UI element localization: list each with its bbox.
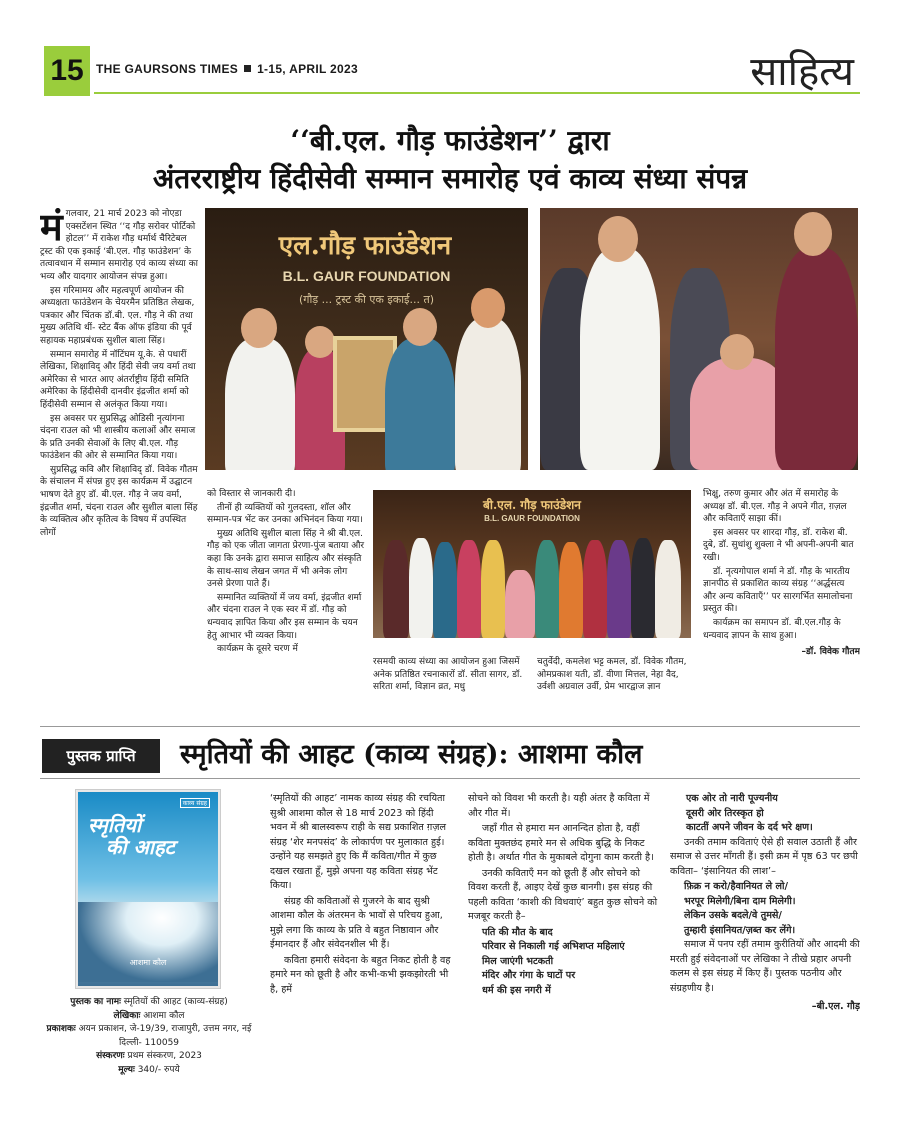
headline-line-1: ‘‘बी.एल. गौड़ फाउंडेशन’’ द्वारा: [290, 124, 610, 157]
review-paragraph: उनकी तमाम कविताएं ऐसे ही सवाल उठाती हैं और समाज से उत्तर माँगती हैं। इसी क्रम में पृष्ठ 63 पर छपी कविता– ‘इंसानियत की लाश’–: [670, 836, 858, 877]
person-figure: [607, 540, 631, 638]
article-paragraph: को विस्तार से जानकारी दी।: [207, 489, 296, 499]
photo-banner-text: एल.गौड़ फाउंडेशन: [278, 231, 452, 261]
article-paragraph: रसमयी काव्य संध्या का आयोजन हुआ जिसमें अनेक प्रतिष्ठित रचनाकारों डॉ. सीता सागर, डॉ. सरिता शर्मा, विज्ञान व्रत, मधु: [373, 657, 523, 693]
person-head: [305, 326, 335, 358]
article-paragraph: सुप्रसिद्ध कवि और शिक्षाविद् डॉ. विवेक गौतम के संचालन में संपन्न हुए इस कार्यक्रम में उद्घाटन भाषण देते हुए डॉ. बी.एल. गौड़ ने जय वर्मा, इंद्रजीत शर्मा, चंदना राउल और सुशील बाला सिंह के व्यक्तित्व और कृतित्व के विषय में उपस्थित लोगों: [40, 464, 198, 538]
page-header: [40, 40, 860, 100]
review-paragraph: संग्रह की कविताओं से गुजरने के बाद सुश्री आशमा कौल के अंतरमन के भावों से परिचय हुआ, मुझे लगा कि काव्य के प्रति वे बहुत निष्ठावान और ईमानदार हैं और संवेदनशील भी हैं।: [270, 895, 443, 950]
review-paragraph: समाज में पनप रहीं तमाम कुरीतियों और आदमी की मरती हुई संवेदनाओं पर लेखिका ने तीखे प्रहार अपनी कलम से इस संग्रह में किए हैं। पुस्तक पठनीय और संग्रहणीय है।: [670, 939, 860, 994]
person-figure: [383, 540, 409, 638]
drop-cap: मं: [40, 208, 63, 249]
person-figure: [481, 540, 505, 638]
masthead: [96, 62, 358, 76]
review-byline: –बी.एल. गौड़: [811, 1001, 860, 1012]
article-column-4: [537, 656, 691, 716]
article-paragraph: चतुर्वेदी, कमलेश भट्ट कमल, डॉ. विवेक गौतम, ओमप्रकाश यती, डॉ. वीणा मित्तल, नेहा वैद, उर्वशी अग्रवाल उर्वी, प्रेम भारद्वाज ज्ञान: [537, 657, 687, 693]
person-figure: [535, 540, 559, 638]
person-figure: [580, 248, 660, 470]
article-column-2: [207, 488, 365, 704]
page-number: 15: [50, 54, 84, 87]
person-figure: [225, 338, 295, 470]
book-review-title: स्मृतियों की आहट (काव्य संग्रह): आशमा कौल: [180, 739, 643, 770]
article-headline: [40, 122, 860, 198]
person-figure: [631, 538, 655, 638]
award-ceremony-photo: [205, 208, 528, 470]
book-column-1: [270, 792, 452, 1092]
book-publisher-line: प्रकाशकः अयन प्रकाशन, जे-19/39, राजापुरी, उत्तम नगर, नई दिल्ली- 110059: [46, 1024, 252, 1048]
person-head: [241, 308, 277, 348]
newspaper-name: THE GAURSONS TIMES: [96, 62, 239, 76]
person-figure: [385, 338, 455, 470]
group-photo: [373, 490, 691, 638]
poem-excerpt: फ़िक्र न करो/हैवानियत ले लो/ भरपूर मिलेगी/बिना दाम मिलेगी। लेकिन उसके बदले/वे तुमसे/ तुम्हारी इंसानियत/ज़ब्त कर लेंगे।: [684, 881, 796, 936]
book-name-line: पुस्तक का नामः स्मृतियों की आहट (काव्य-संग्रह): [70, 997, 228, 1007]
person-head: [471, 288, 505, 328]
guests-photo: [540, 208, 858, 470]
photo-banner-english: B.L. GAUR FOUNDATION: [282, 268, 451, 284]
article-column-1: [40, 208, 198, 726]
book-price-line: मूल्यः 340/- रुपये: [118, 1064, 180, 1075]
review-paragraph: जहाँ गीत से हमारा मन आनन्दित होता है, वहीं कविता मुक्तछंद हमारे मन से अधिक बुद्धि के निकट होती है। अर्थात गीत के मुकाबले दोगुना काम करती है।: [468, 823, 654, 863]
section-title: साहित्य: [750, 49, 854, 95]
article-paragraph: कार्यक्रम के दूसरे चरण में: [217, 644, 298, 655]
wave-image: [78, 902, 218, 982]
book-column-2: [468, 792, 662, 1092]
book-column-3: [670, 792, 860, 1092]
article-column-5: [703, 488, 860, 720]
article-paragraph: इस गरिमामय और महत्वपूर्ण आयोजन की अध्यक्षता फाउंडेशन के चेयरमैन प्रतिष्ठित लेखक, पत्रकार और चिंतक डॉ.बी. एल. गौड़ ने की तथा मुख्य अतिथि थीं- स्टेट बैंक ऑफ इंडिया की पूर्व सहायक महाप्रबंधक सुशील बाला सिंह।: [40, 285, 195, 346]
person-figure: [583, 540, 607, 638]
article-paragraph: सम्मानित व्यक्तियों में जय वर्मा, इंद्रजीत शर्मा और चंदना राउल ने एक स्वर में डॉ. गौड़ को धन्यवाद ज्ञापित किया और इस सम्मान के चयन हेतु आभार भी व्यक्त किया।: [207, 592, 362, 641]
section-divider: [40, 726, 860, 727]
book-details: [44, 996, 254, 1077]
poem-excerpt: एक ओर तो नारी पूज्यनीय दूसरी ओर तिरस्कृत हो काटतीं अपने जीवन के दर्द भरे क्षण।: [686, 793, 813, 833]
person-head: [720, 334, 754, 370]
person-figure: [433, 542, 457, 638]
review-paragraph: ‘स्मृतियों की आहट’ नामक काव्य संग्रह की रचयिता सुश्री आशमा कौल से 18 मार्च 2023 को हिंदी भवन में श्री बालस्वरूप राही के सद्य प्रकाशित ग़ज़ल संग्रह ‘शेर मनपसंद’ के लोकार्पण पर मुलाकात हुई। उन्होंने यह समझते हुए कि मैं कविता/गीत में कुछ दखल रखता हूँ, मुझे अपना यह कविता संग्रह भेंट किया।: [270, 793, 446, 891]
review-paragraph: सोचने को विवश भी करती है। यही अंतर है कविता में और गीत में।: [468, 793, 650, 819]
person-figure: [775, 248, 858, 470]
book-cover: [76, 790, 220, 988]
article-column-3: [373, 656, 525, 716]
review-paragraph: कविता हमारी संवेदना के बहुत निकट होती है वह हमारे मन को छूती है और कभी-कभी झकझोरती भी है, हमें: [270, 954, 451, 995]
page-number-box: [44, 46, 90, 96]
article-paragraph: तीनों ही व्यक्तियों को गुलदस्ता, शॉल और सम्मान-पत्र भेंट कर उनका अभिनंदन किया गया।: [207, 502, 363, 526]
article-paragraph: भिक्षु, तरुण कुमार और अंत में समारोह के अध्यक्ष डॉ. बी.एल. गौड़ ने अपने गीत, ग़ज़ल और कविताएँ साझा कीं।: [703, 489, 847, 525]
book-author-line: लेखिकाः आशमा कौल: [113, 1010, 185, 1021]
photo-banner-sub: (गौड़ ... ट्रस्ट की एक इकाई... त): [298, 293, 435, 306]
review-paragraph: उनकी कविताएँ मन को छूती हैं और सोचने को विवश करती हैं, आइए देखें कुछ बानगी। इस संग्रह की पहली कविता ‘काशी की विधवाएं’ बहुत कुछ सोचने को मजबूर करती है–: [468, 867, 658, 922]
cover-title: स्मृतियों की आहट: [88, 813, 175, 859]
article-byline: –डॉ. विवेक गौतम: [801, 647, 860, 658]
square-bullet-icon: [244, 65, 251, 72]
section-divider: [40, 778, 860, 779]
book-edition-line: संस्करणः प्रथम संस्करण, 2023: [96, 1051, 202, 1061]
article-paragraph: मंगलवार, 21 मार्च 2023 को नोएडा एक्सटेंशन स्थित ‘‘द गौड़ सरोवर पोर्टिको होटल’’ में राकेश गौड़ धर्मार्थ चैरिटेबल ट्रस्ट की एक इकाई ‘बी.एल. गौड़ फाउंडेशन’ के तत्वावधान में सम्मान समारोह एवं काव्य संध्या का भव्य और यादगार आयोजन संपन्न हुआ।: [40, 208, 198, 282]
person-figure: [559, 542, 583, 638]
poem-excerpt: पति की मौत के बाद परिवार से निकाली गई अभिशप्त महिलाएं मिल जाएंगी भटकती मंदिर और गंगा के घाटों पर धर्म की इस नगरी में: [482, 926, 625, 996]
article-paragraph: इस अवसर पर शारदा गौड़, डॉ. राकेश बी. दुबे, डॉ. सुधांशु शुक्ला ने भी अपनी-अपनी बात रखी।: [703, 527, 854, 563]
person-figure: [655, 540, 681, 638]
article-paragraph: डॉ. नृत्यगोपाल शर्मा ने डॉ. गौड़ के भारतीय ज्ञानपीठ से प्रकाशित काव्य संग्रह ‘‘अर्द्धसत्य और अन्य कविताएँ’’ पर सारगर्भित समालोचना प्रस्तुत की।: [703, 566, 853, 615]
book-section-label: पुस्तक प्राप्ति: [42, 739, 160, 773]
person-figure: [457, 540, 481, 638]
person-head: [598, 216, 638, 262]
article-paragraph: मुख्य अतिथि सुशील बाला सिंह ने श्री बी.एल. गौड़ को एक जीता जागता प्रेरणा-पुंज बताया और कहा कि उनके द्वारा समाज साहित्य और संस्कृति के साथ-साथ लेखन जगत में भी अनेक लोग उनसे प्रेरणा पाते हैं।: [207, 528, 365, 590]
header-rule: [94, 92, 860, 94]
article-paragraph: सम्मान समारोह में नॉटिंघम यू.के. से पधारीं लेखिका, शिक्षाविद् और हिंदी सेवी जय वर्मा तथा अमेरिका से भारत आए अंतर्राष्ट्रीय हिंदी समिति अमेरिका के हिंदीसेवी दानवीर इंद्रजीत शर्मा को हिंदीसेवी सम्मान से अलंकृत किया गया।: [40, 349, 196, 410]
article-paragraph: इस अवसर पर सुप्रसिद्ध ओडिसी नृत्यांगना चंदना राउल को भी शास्त्रीय कलाओं और समाज के प्रति उनकी सेवाओं के लिए बी.एल. गौड़ फाउंडेशन की ओर से सम्मानित किया गया।: [40, 413, 196, 462]
person-head: [794, 212, 832, 256]
person-figure: [409, 538, 433, 638]
photo-banner-text: बी.एल. गौड़ फाउंडेशन: [483, 498, 581, 512]
person-figure: [505, 570, 535, 638]
person-head: [403, 308, 437, 346]
person-figure: [455, 318, 521, 470]
issue-date: 1-15, APRIL 2023: [257, 62, 358, 76]
photo-banner-english: B.L. GAUR FOUNDATION: [484, 514, 580, 523]
headline-line-2: अंतरराष्ट्रीय हिंदीसेवी सम्मान समारोह एवं काव्य संध्या संपन्न: [152, 162, 748, 195]
article-paragraph: कार्यक्रम का समापन डॉ. बी.एल.गौड़ के धन्यवाद ज्ञापन के साथ हुआ।: [703, 617, 841, 641]
cover-tag: काव्य संग्रह: [180, 798, 210, 808]
cover-author: आशमा कौल: [129, 958, 167, 967]
